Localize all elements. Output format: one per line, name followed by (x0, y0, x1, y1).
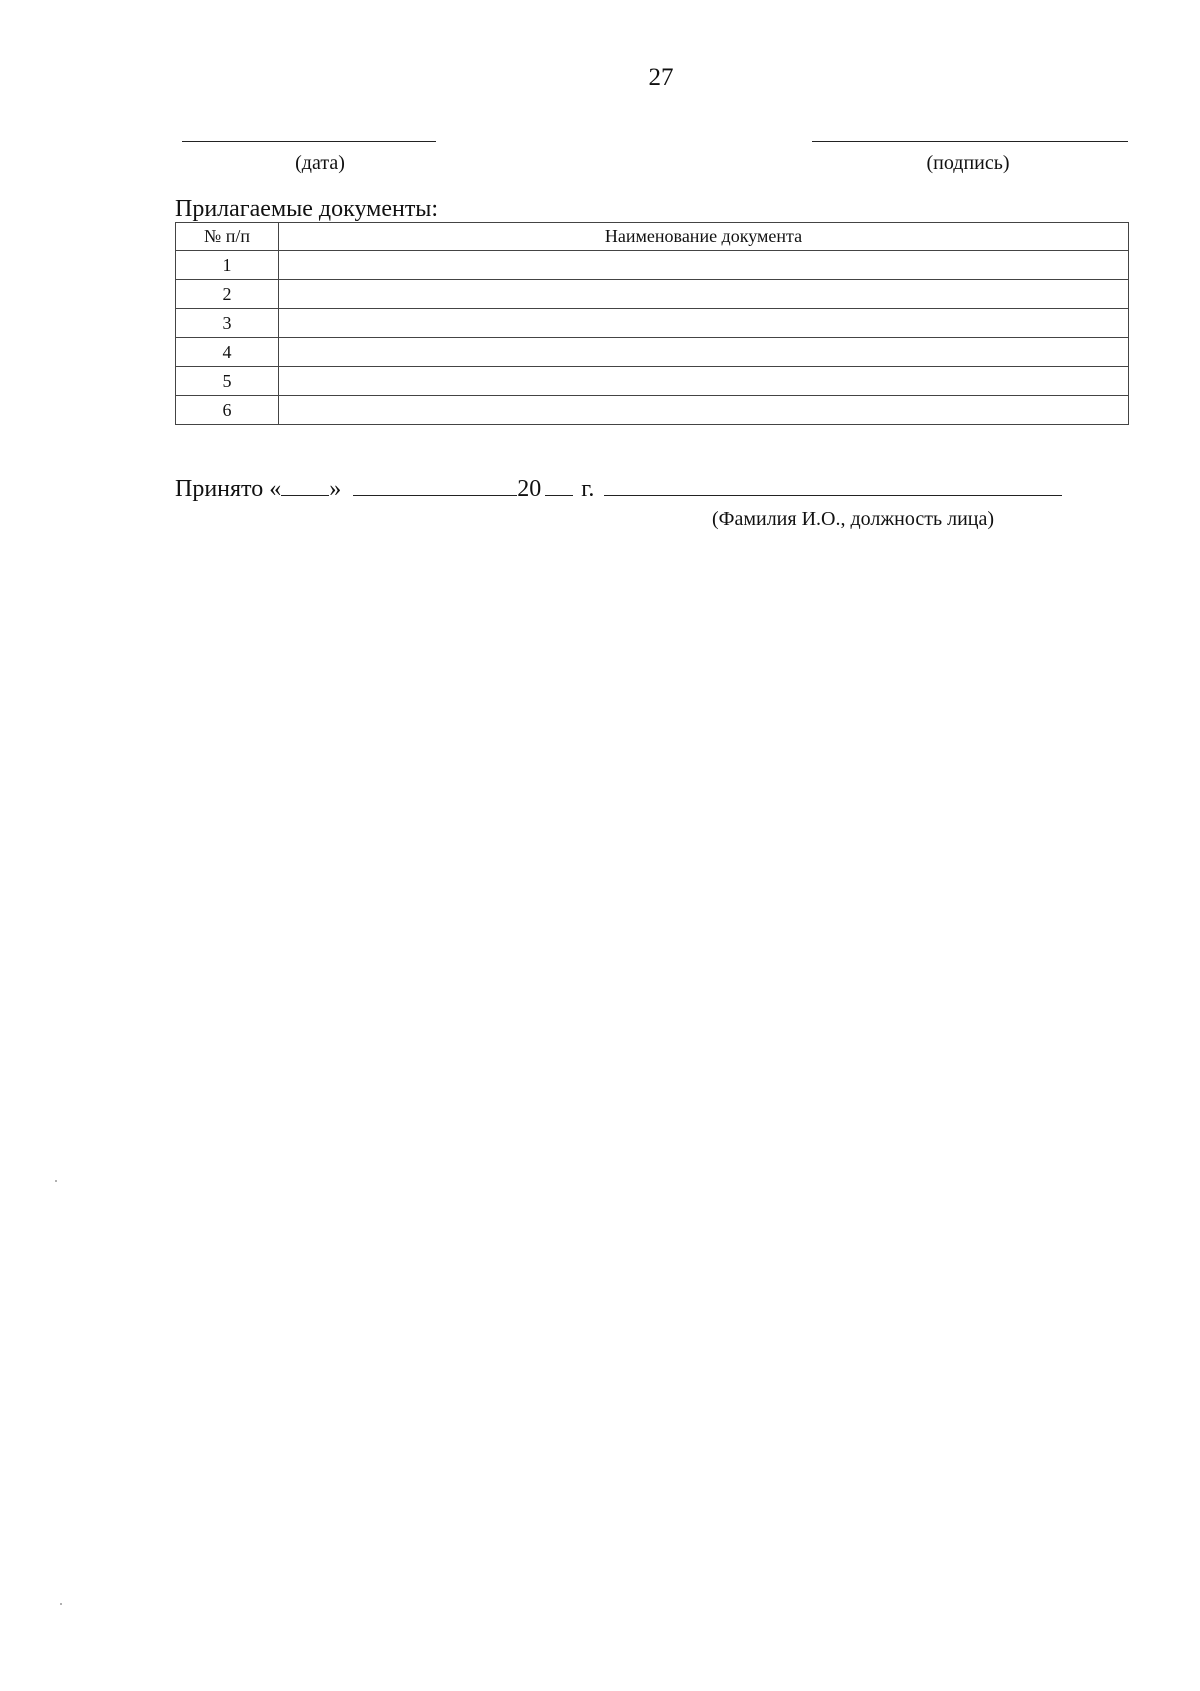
row-number: 2 (176, 280, 279, 309)
person-caption: (Фамилия И.О., должность лица) (712, 508, 995, 530)
person-blank (604, 475, 1062, 496)
date-caption: (дата) (295, 152, 345, 174)
document-name-cell (279, 280, 1129, 309)
document-name-cell (279, 396, 1129, 425)
table-row (176, 251, 1129, 280)
row-number: 3 (176, 309, 279, 338)
table-row (176, 309, 1129, 338)
row-number: 6 (176, 396, 279, 425)
document-name-cell (279, 367, 1129, 396)
signature-line (812, 141, 1128, 142)
attached-documents-table (175, 222, 1129, 425)
day-blank (281, 475, 329, 496)
accepted-label: Принято « (175, 476, 282, 502)
column-header-number: № п/п (176, 223, 279, 251)
year-blank (545, 475, 573, 496)
scan-speck (60, 1603, 62, 1605)
close-quote: » (329, 476, 342, 502)
row-number: 5 (176, 367, 279, 396)
table-row (176, 367, 1129, 396)
document-name-cell (279, 338, 1129, 367)
table-row (176, 280, 1129, 309)
signature-caption: (подпись) (926, 152, 1010, 174)
scan-speck (55, 1180, 57, 1182)
attached-documents-heading: Прилагаемые документы: (175, 196, 439, 222)
document-name-cell (279, 251, 1129, 280)
row-number: 4 (176, 338, 279, 367)
month-blank (353, 475, 517, 496)
column-header-document-name: Наименование документа (279, 223, 1129, 251)
page-number: 27 (648, 64, 674, 91)
table-row (176, 338, 1129, 367)
year-prefix: 20 (517, 476, 542, 502)
row-number: 1 (176, 251, 279, 280)
document-name-cell (279, 309, 1129, 338)
table-header-row (176, 223, 1129, 251)
table-row (176, 396, 1129, 425)
year-suffix: г. (581, 476, 595, 502)
accepted-line (175, 475, 1062, 503)
date-line (182, 141, 436, 142)
